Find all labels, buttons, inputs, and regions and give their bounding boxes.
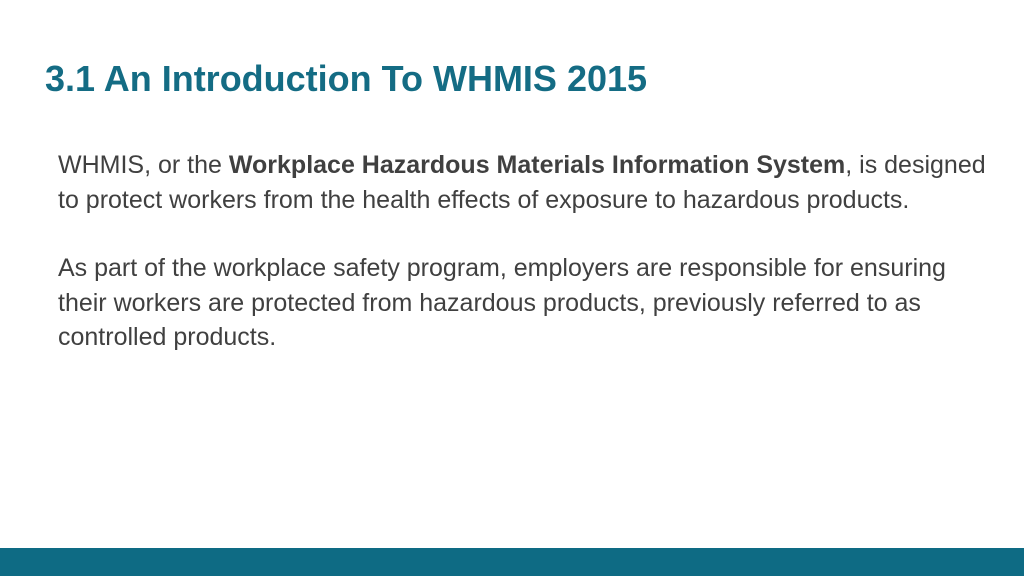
paragraph-1-rest-text: , is designed to protect workers from the health effects of exposure to hazardous products. bbox=[58, 151, 986, 214]
footer-bar bbox=[0, 548, 1024, 576]
paragraph-employer-responsibility: As part of the workplace safety program, employers are responsible for ensuring their workers are protected from hazardous products, previously referred to as controlled products. bbox=[58, 254, 946, 351]
slide-body bbox=[58, 148, 998, 355]
paragraph-whmis-definition bbox=[58, 148, 998, 217]
whmis-full-name: Workplace Hazardous Materials Information System bbox=[228, 151, 846, 179]
slide-title: 3.1 An Introduction To WHMIS 2015 bbox=[45, 58, 648, 99]
paragraph-1-lead-text: WHMIS, or the bbox=[58, 151, 229, 179]
